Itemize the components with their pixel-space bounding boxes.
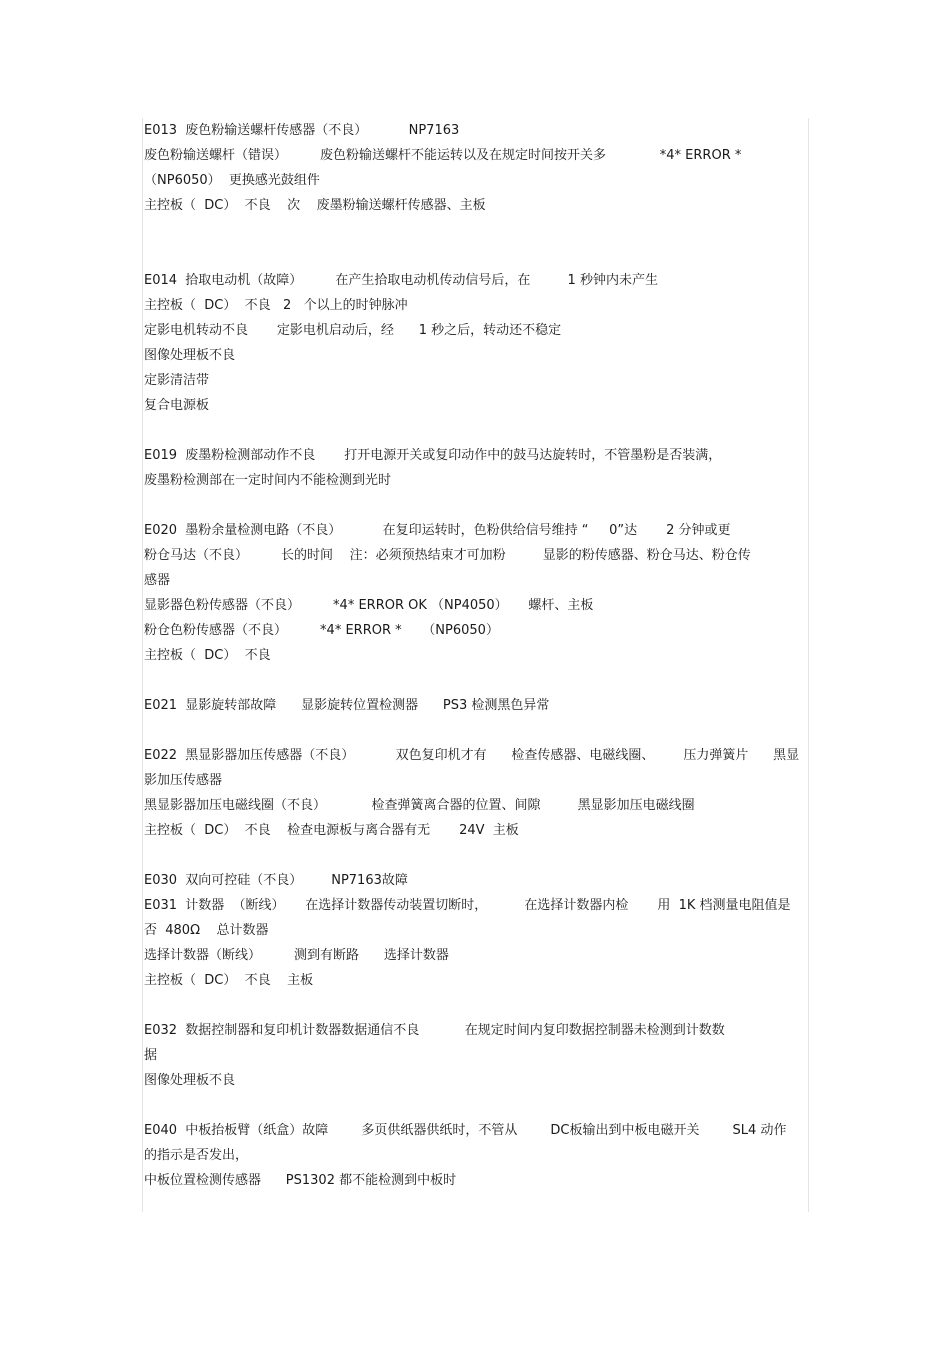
text-line: 显影器色粉传感器（不良） *4* ERROR OK （NP4050） 螺杆、主板 [144, 598, 594, 613]
text-line: 粉仓色粉传感器（不良） *4* ERROR * （NP6050） [144, 623, 499, 638]
text-line: 主控板（ DC） 不良 2 个以上的时钟脉冲 [144, 298, 408, 313]
text-line: 影加压传感器 [144, 773, 223, 788]
text-line: E040 中板抬板臂（纸盒）故障 多页供纸器供纸时，不管从 DC板输出到中板电磁开关 SL4 动作 [144, 1123, 787, 1138]
text-line: 主控板（ DC） 不良 检查电源板与离合器有无 24V 主板 [144, 823, 519, 838]
text-line: 图像处理板不良 [144, 348, 236, 363]
text-line: 黑显影器加压电磁线圈（不良） 检查弹簧离合器的位置、间隙 黑显影加压电磁线圈 [144, 798, 695, 813]
text-line: 的指示是否发出， [144, 1148, 249, 1163]
text-line: 主控板（ DC） 不良 主板 [144, 973, 314, 988]
blank-line [144, 493, 806, 518]
text-line: 废墨粉检测部在一定时间内不能检测到光时 [144, 473, 392, 488]
text-line: E022 黑显影器加压传感器（不良） 双色复印机才有 检查传感器、电磁线圈、 压力弹簧片 黑显 [144, 748, 800, 763]
text-line: 否 480Ω 总计数器 [144, 923, 269, 938]
blank-line [144, 718, 806, 743]
text-line: 粉仓马达（不良） 长的时间 注：必须预热结束才可加粉 显影的粉传感器、粉仓马达、粉仓传 [144, 548, 751, 563]
document-body [144, 118, 806, 1193]
text-line: 复合电源板 [144, 398, 210, 413]
text-line: 主控板（ DC） 不良 [144, 648, 271, 663]
blank-line [144, 993, 806, 1018]
text-line: E030 双向可控硅（不良） NP7163故障 [144, 873, 408, 888]
text-line: 定影电机转动不良 定影电机启动后，经 1 秒之后，转动还不稳定 [144, 323, 562, 338]
text-line: E031 计数器 （断线） 在选择计数器传动装置切断时， 在选择计数器内检 用 1K 档测量电阻值是 [144, 898, 791, 913]
blank-line [144, 243, 806, 268]
text-line: E014 拾取电动机（故障） 在产生拾取电动机传动信号后，在 1 秒钟内未产生 [144, 273, 658, 288]
text-line: E020 墨粉余量检测电路（不良） 在复印运转时，色粉供给信号维持 “ 0”达 2 分钟或更 [144, 523, 731, 538]
blank-line [144, 1093, 806, 1118]
blank-line [144, 418, 806, 443]
text-line: 据 [144, 1048, 158, 1063]
text-line: E032 数据控制器和复印机计数器数据通信不良 在规定时间内复印数据控制器未检测到计数数 [144, 1023, 725, 1038]
text-line: E021 显影旋转部故障 显影旋转位置检测器 PS3 检测黑色异常 [144, 698, 550, 713]
blank-line [144, 668, 806, 693]
text-line: 定影清洁带 [144, 373, 210, 388]
text-line: E019 废墨粉检测部动作不良 打开电源开关或复印动作中的鼓马达旋转时，不管墨粉是否装满， [144, 448, 722, 463]
text-line: 图像处理板不良 [144, 1073, 236, 1088]
text-line: E013 废色粉输送螺杆传感器（不良） NP7163 [144, 123, 460, 138]
text-line: 感器 [144, 573, 171, 588]
blank-line [144, 843, 806, 868]
blank-line [144, 218, 806, 243]
text-line: 主控板（ DC） 不良 次 废墨粉输送螺杆传感器、主板 [144, 198, 486, 213]
text-line: 废色粉输送螺杆（错误） 废色粉输送螺杆不能运转以及在规定时间按开关多 *4* ERROR * [144, 148, 742, 163]
text-line: （NP6050） 更换感光鼓组件 [144, 173, 320, 188]
text-line: 中板位置检测传感器 PS1302 都不能检测到中板时 [144, 1173, 457, 1188]
text-line: 选择计数器（断线） 测到有断路 选择计数器 [144, 948, 449, 963]
